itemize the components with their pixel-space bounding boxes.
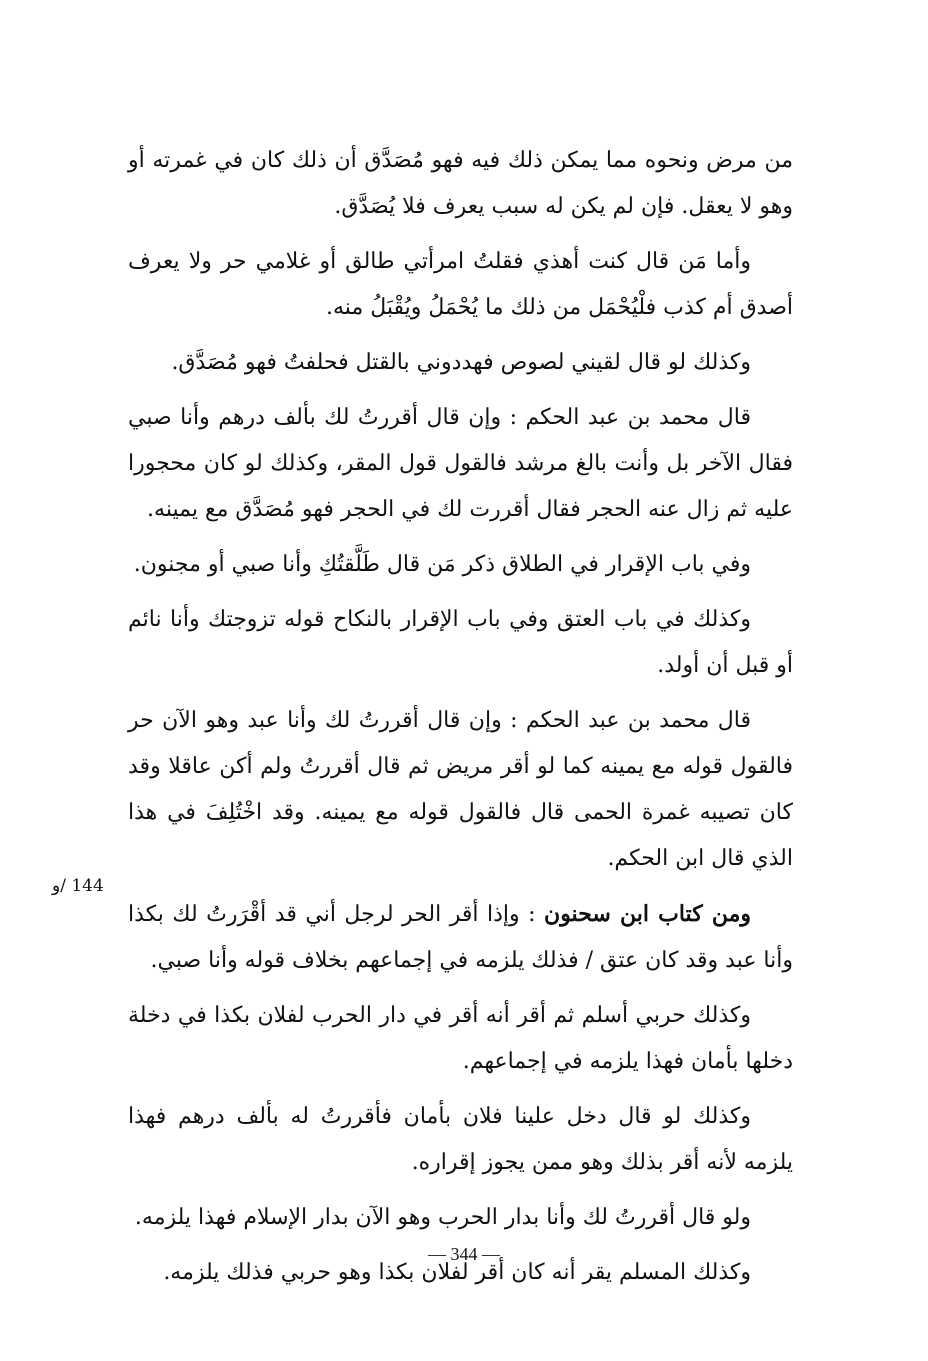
paragraph: وكذلك لو قال لقيني لصوص فهددوني بالقتل فحلفتُ فهو مُصَدَّق.: [171, 350, 751, 375]
paragraph: وكذلك المسلم يقر أنه كان أقر لفلان بكذا وهو حربي فذلك يلزمه.: [163, 1260, 751, 1285]
manuscript-folio-note: 144 /و: [52, 876, 104, 896]
paragraph: وكذلك حربي أسلم ثم أقر أنه أقر في دار الحرب لفلان بكذا في دخلة دخلها بأمان فهذا يلزمه في إجماعهم.: [128, 1003, 793, 1074]
paragraph: وكذلك في باب العتق وفي باب الإقرار بالنكاح قوله تزوجتك وأنا نائم أو قبل أن أولد.: [128, 607, 793, 678]
paragraph: قال محمد بن عبد الحكم : وإن قال أقررتُ لك بألف درهم وأنا صبي فقال الآخر بل وأنت بالغ مرشد فالقول قول المقر، وكذلك لو كان محجورا عليه ثم زال عنه الحجر فقال أقررت لك في الحجر فهو مُصَدَّق مع يمينه.: [128, 405, 793, 522]
paragraph: وأما مَن قال كنت أهذي فقلتُ امرأتي طالق أو غلامي حر ولا يعرف أصدق أم كذب فلْيُحْمَل من ذلك ما يُحْمَلُ ويُقْبَلُ منه.: [128, 249, 793, 320]
paragraph: وكذلك لو قال دخل علينا فلان بأمان فأقررتُ له بألف درهم فهذا يلزمه لأنه أقر بذلك وهو ممن يجوز إقراره.: [128, 1104, 793, 1175]
main-text: [128, 138, 793, 1305]
book-title-bold: ومن كتاب ابن سحنون: [544, 901, 751, 927]
paragraph: من مرض ونحوه مما يمكن ذلك فيه فهو مُصَدَّق أن ذلك كان في غمرته أو وهو لا يعقل. فإن لم يكن له سبب يعرف فلا يُصَدَّق.: [128, 148, 793, 219]
paragraph: ومن كتاب ابن سحنون : وإذا أقر الحر لرجل أني قد أقْرَرتُ لك بكذا وأنا عبد وقد كان عتق / فذلك يلزمه في إجماعهم بخلاف قوله وأنا صبي.: [128, 901, 793, 973]
paragraph: ولو قال أقررتُ لك وأنا بدار الحرب وهو الآن بدار الإسلام فهذا يلزمه.: [134, 1205, 751, 1230]
page-number: — 344 —: [428, 1244, 500, 1264]
paragraph: وفي باب الإقرار في الطلاق ذكر مَن قال طَلَّقتُكِ وأنا صبي أو مجنون.: [133, 552, 751, 577]
paragraph: قال محمد بن عبد الحكم : وإن قال أقررتُ لك وأنا عبد وهو الآن حر فالقول قوله مع يمينه كما لو أقر مريض ثم قال أقررتُ ولم أكن عاقلا وقد كان تصيبه غمرة الحمى قال فالقول قوله مع يمينه. وقد اخْتُلِفَ في هذا الذي قال ابن الحكم.: [128, 708, 793, 871]
